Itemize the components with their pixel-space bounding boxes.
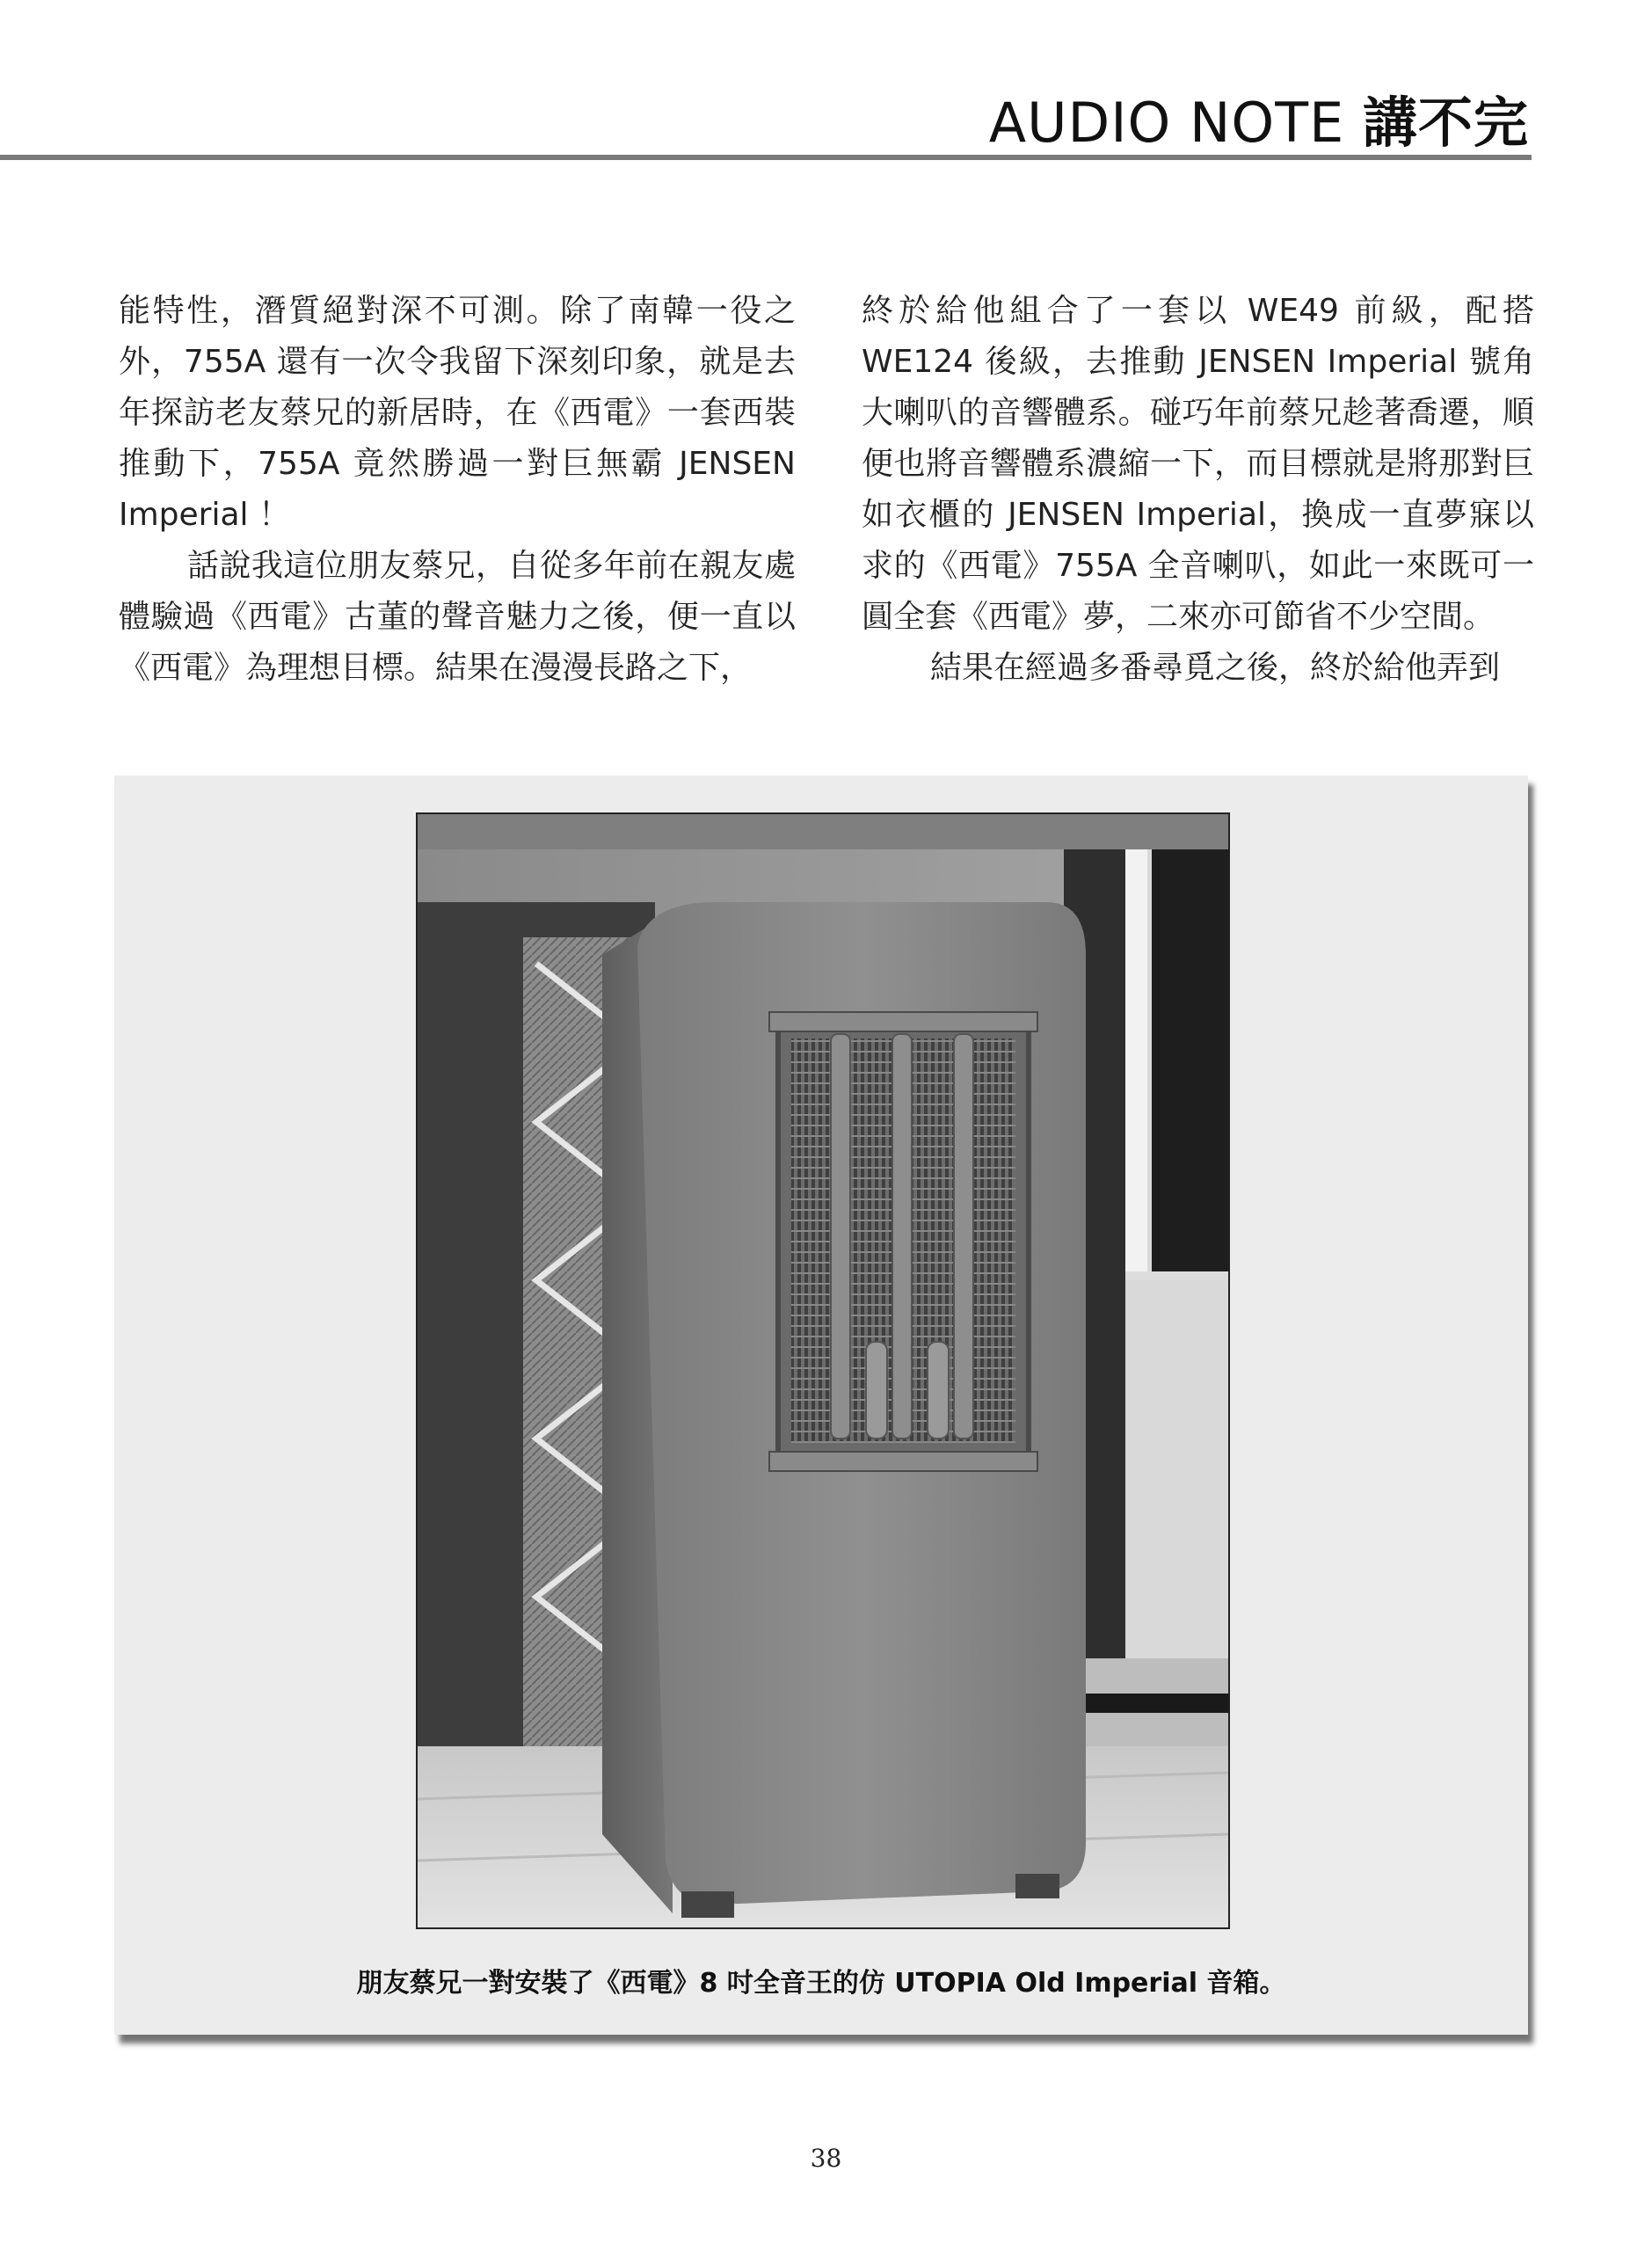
figure-caption: 朋友蔡兄一對安裝了《西電》8 吋全音王的仿 UTOPIA Old Imperial 音箱。	[356, 1968, 1286, 1999]
page-number: 38	[810, 2144, 842, 2173]
paragraph: 話說我這位朋友蔡兄，自從多年前在親友處體驗過《西電》古董的聲音魅力之後，便一直以《西電》為理想目標。結果在漫漫長路之下，	[119, 548, 796, 686]
running-header	[989, 79, 1529, 157]
paragraph: 終於給他組合了一套以 WE49 前級，配搭 WE124 後級，去推動 JENSEN Imperial 號角大喇叭的音響體系。碰巧年前蔡兄趁著喬遷，順便也將音響體系濃縮一下，而目標就是將那對巨如衣櫃的 JENSEN Imperial，換成一直夢寐以求的《西電》755A 全音喇叭，如此一來既可一圓全套《西電》夢，二來亦可節省不少空間。	[862, 293, 1534, 635]
paragraph: 能特性，潛質絕對深不可測。除了南韓一役之外，755A 還有一次令我留下深刻印象，就是去年探訪老友蔡兄的新居時，在《西電》一套西裝推動下，755A 竟然勝過一對巨無霸 JENSEN Imperial ！	[119, 293, 796, 533]
paragraph: 結果在經過多番尋覓之後，終於給他弄到	[930, 650, 1501, 686]
figure-panel	[114, 776, 1528, 2035]
speaker-photo	[416, 812, 1230, 1929]
header-rule	[0, 155, 1532, 160]
left-column	[119, 286, 796, 694]
right-column	[862, 286, 1534, 694]
header-title-cjk: 講不完	[1362, 91, 1529, 155]
header-title-latin: AUDIO NOTE	[988, 91, 1363, 155]
speaker-cabinet-illustration	[418, 814, 1228, 1927]
